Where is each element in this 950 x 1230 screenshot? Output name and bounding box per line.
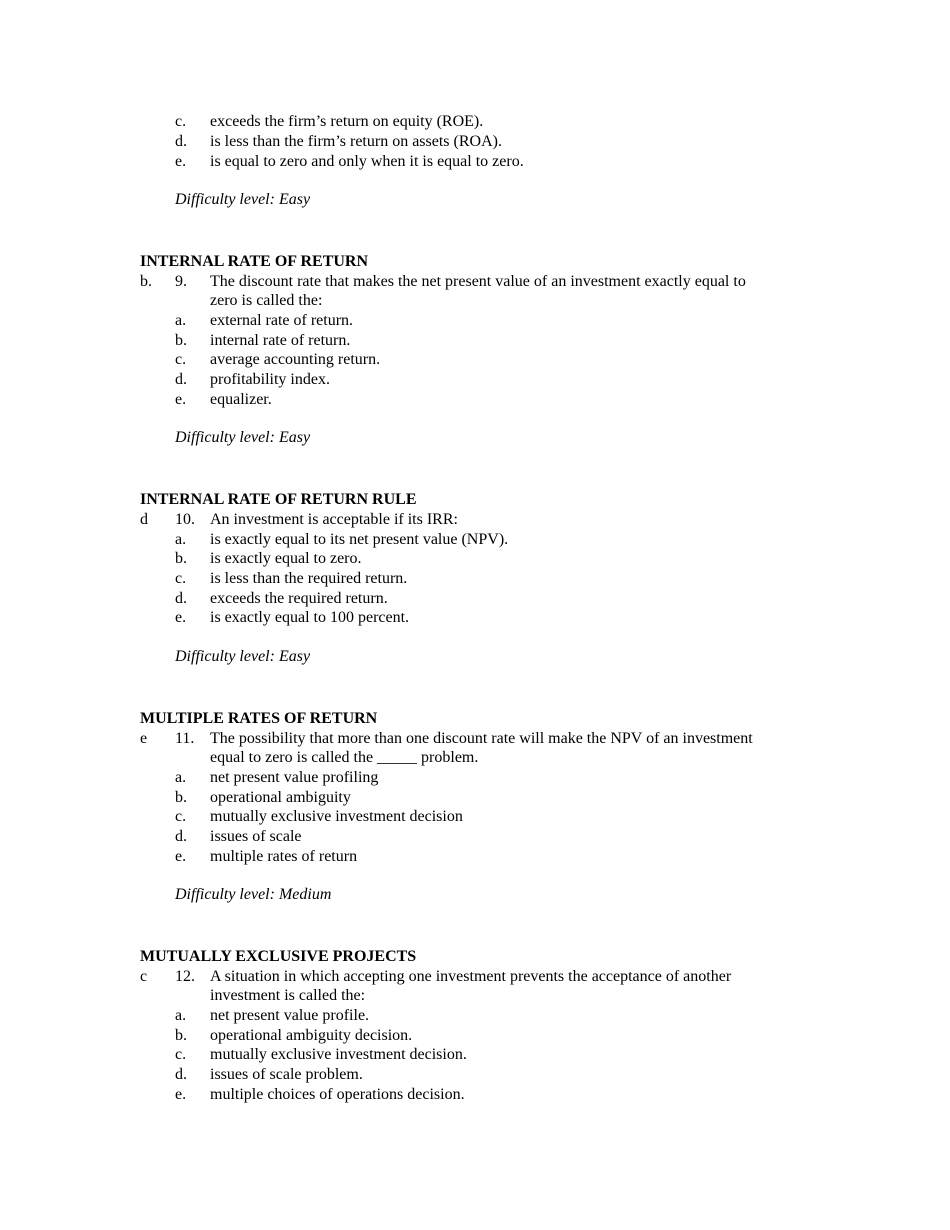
option-letter: d. [175, 828, 187, 845]
option-text: mutually exclusive investment decision. [210, 1046, 467, 1063]
option-letter: d. [175, 1066, 187, 1083]
question-stem: The possibility that more than one discount rate will make the NPV of an investment [210, 730, 753, 747]
option-text: operational ambiguity [210, 789, 351, 806]
option-line [0, 847, 950, 867]
option-letter: b. [175, 1027, 187, 1044]
option-line [0, 311, 950, 331]
option-letter: c. [175, 113, 187, 130]
option-text: mutually exclusive investment decision [210, 808, 463, 825]
section-heading: MUTUALLY EXCLUSIVE PROJECTS [140, 948, 417, 965]
difficulty-line [0, 885, 950, 905]
option-letter: b. [175, 550, 187, 567]
option-letter: a. [175, 531, 187, 548]
question-number: 9. [175, 273, 187, 290]
option-letter: c. [175, 1046, 187, 1063]
option-line [0, 1085, 950, 1105]
option-text: is exactly equal to zero. [210, 550, 362, 567]
option-letter: d. [175, 590, 187, 607]
option-line [0, 152, 950, 172]
option-text: net present value profile. [210, 1007, 370, 1024]
difficulty-line [0, 647, 950, 667]
option-letter: a. [175, 1007, 187, 1024]
option-text: is equal to zero and only when it is equal to zero. [210, 153, 524, 170]
option-line [0, 549, 950, 569]
question-stem: A situation in which accepting one investment prevents the acceptance of another [210, 968, 732, 985]
option-letter: a. [175, 312, 187, 329]
option-letter: b. [175, 332, 187, 349]
difficulty-level: Difficulty level: Easy [175, 429, 311, 446]
option-line [0, 608, 950, 628]
question-stem: investment is called the: [210, 987, 366, 1004]
question-stem-line [0, 272, 950, 292]
option-letter: e. [175, 609, 187, 626]
option-text: issues of scale problem. [210, 1066, 363, 1083]
option-line [0, 331, 950, 351]
difficulty-level: Difficulty level: Medium [175, 886, 332, 903]
option-letter: c. [175, 570, 187, 587]
option-line [0, 350, 950, 370]
question-number: 11. [175, 730, 195, 747]
option-text: equalizer. [210, 391, 272, 408]
option-line [0, 132, 950, 152]
option-line [0, 112, 950, 132]
question-number: 12. [175, 968, 195, 985]
option-line [0, 768, 950, 788]
answer-key: c [140, 968, 148, 985]
answer-key: d [140, 511, 148, 528]
option-text: operational ambiguity decision. [210, 1027, 413, 1044]
section-heading: INTERNAL RATE OF RETURN [140, 253, 369, 270]
option-letter: e. [175, 848, 187, 865]
option-text: multiple rates of return [210, 848, 358, 865]
option-text: multiple choices of operations decision. [210, 1086, 465, 1103]
option-letter: d. [175, 371, 187, 388]
answer-key: b. [140, 273, 152, 290]
option-letter: e. [175, 391, 187, 408]
option-line [0, 1026, 950, 1046]
option-line [0, 788, 950, 808]
option-text: exceeds the firm’s return on equity (ROE). [210, 113, 484, 130]
option-line [0, 390, 950, 410]
question-stem-line [0, 748, 950, 768]
answer-key: e [140, 730, 148, 747]
question-stem: An investment is acceptable if its IRR: [210, 511, 458, 528]
option-text: profitability index. [210, 371, 330, 388]
option-text: issues of scale [210, 828, 302, 845]
section-heading: MULTIPLE RATES OF RETURN [140, 710, 378, 727]
difficulty-line [0, 190, 950, 210]
question-stem-line [0, 986, 950, 1006]
difficulty-level: Difficulty level: Easy [175, 648, 311, 665]
option-text: external rate of return. [210, 312, 354, 329]
question-number: 10. [175, 511, 195, 528]
question-stem-line [0, 510, 950, 530]
section-heading-line [0, 490, 950, 510]
option-line [0, 370, 950, 390]
section-heading-line [0, 252, 950, 272]
option-line [0, 827, 950, 847]
section-heading-line [0, 947, 950, 967]
option-letter: d. [175, 133, 187, 150]
option-text: is exactly equal to 100 percent. [210, 609, 410, 626]
question-stem: equal to zero is called the _____ problem. [210, 749, 479, 766]
difficulty-line [0, 428, 950, 448]
option-letter: a. [175, 769, 187, 786]
section-heading-line [0, 709, 950, 729]
option-line [0, 589, 950, 609]
option-text: is less than the required return. [210, 570, 408, 587]
option-line [0, 530, 950, 550]
question-stem-line [0, 729, 950, 749]
option-text: is less than the firm’s return on assets (ROA). [210, 133, 502, 150]
option-letter: e. [175, 1086, 187, 1103]
question-stem-line [0, 291, 950, 311]
option-line [0, 1045, 950, 1065]
option-letter: e. [175, 153, 187, 170]
question-stem-line [0, 967, 950, 987]
option-letter: c. [175, 808, 187, 825]
option-line [0, 807, 950, 827]
option-text: is exactly equal to its net present value (NPV). [210, 531, 509, 548]
option-text: net present value profiling [210, 769, 379, 786]
option-text: internal rate of return. [210, 332, 351, 349]
difficulty-level: Difficulty level: Easy [175, 191, 311, 208]
question-stem: The discount rate that makes the net present value of an investment exactly equal to [210, 273, 746, 290]
option-letter: c. [175, 351, 187, 368]
option-line [0, 1065, 950, 1085]
option-line [0, 569, 950, 589]
option-text: average accounting return. [210, 351, 381, 368]
option-text: exceeds the required return. [210, 590, 388, 607]
option-line [0, 1006, 950, 1026]
option-letter: b. [175, 789, 187, 806]
question-stem: zero is called the: [210, 292, 323, 309]
section-heading: INTERNAL RATE OF RETURN RULE [140, 491, 417, 508]
